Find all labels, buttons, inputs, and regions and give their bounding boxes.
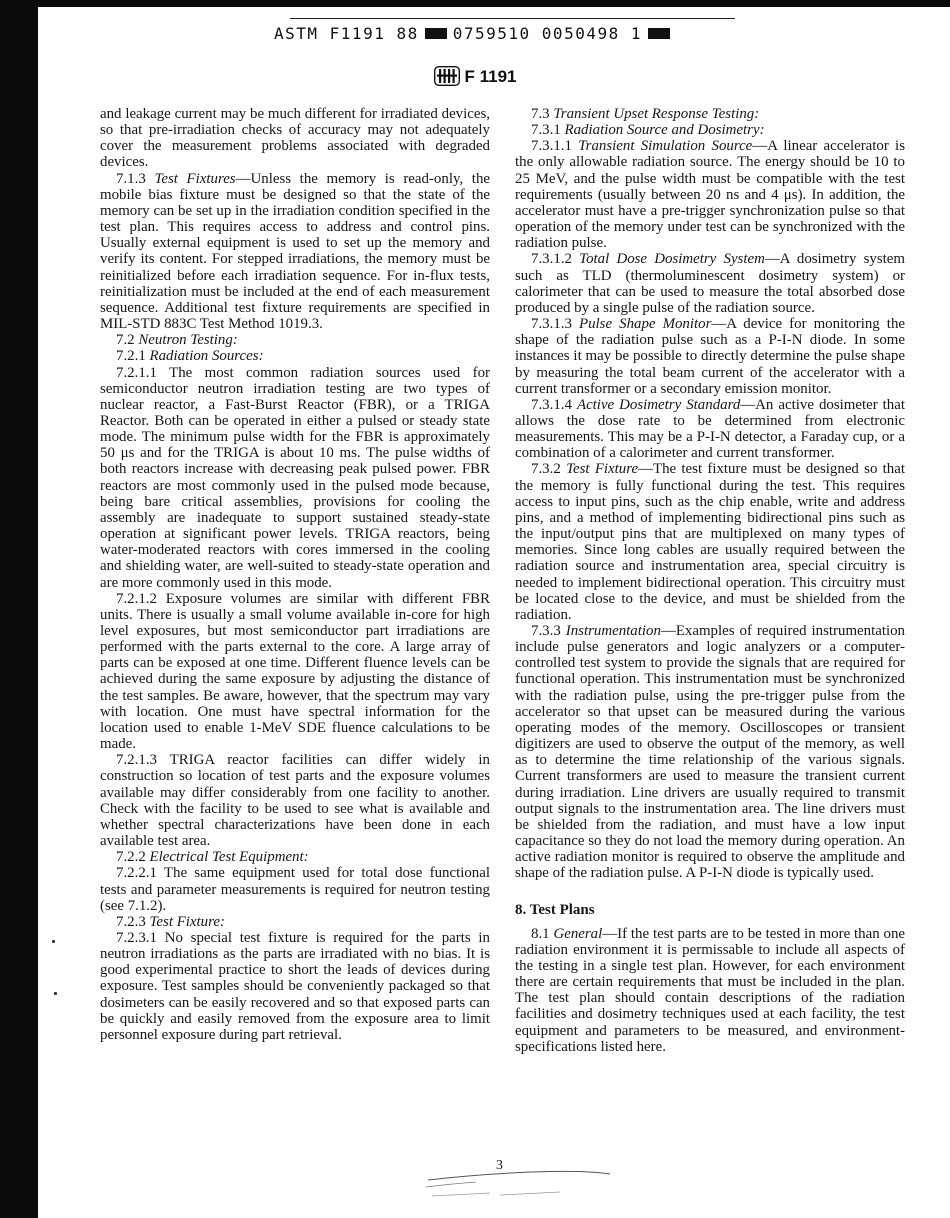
scan-border-top [0,0,950,7]
paragraph-text: —If the test parts are to be tested in more than one radiation environment it is permissable to include all aspects of the testing in a single test plan. However, for each environment there are certain requirements that must be included in the plan. The test plan should contain descriptions of the radiation facilities and dosimetry techniques used at each facility, the test equipment and parameters to be measured, and environment-specifications listed here. [515,925,906,1055]
paragraph-text: —A dosimetry system such as TLD (thermoluminescent dosimetry system) or calorimeter that can be used to measure the total absorbed dose produced by a single pulse of the radiation source. [515,251,905,316]
clause-number: 8.1 [531,925,554,942]
paragraph [515,461,905,623]
designation-header [0,66,950,87]
paragraph-text: and leakage current may be much different for irradiated devices, so that pre-irradiation checks of accuracy may not adequately cover the measurement problems associated with degraded devices. [100,106,490,171]
paragraph [515,251,905,316]
clause-title: Test Fixture [566,461,639,478]
scan-speck [52,940,55,943]
paragraph [100,106,490,171]
clause-number: 7.2.1.2 [116,590,166,607]
clause-number: 7.2.1.1 [116,364,170,381]
paragraph [100,914,490,930]
clause-number: 7.2.2.1 [116,865,164,882]
paragraph [515,926,905,1055]
left-column [100,106,490,1043]
clause-number: 7.3.1.1 [531,138,579,155]
header-rule [290,18,735,19]
paragraph-text: The most common radiation sources used for semiconductor neutron irradiation testing are two types of nuclear reactor, a Fast-Burst Reactor (FBR), or a TRIGA Reactor. Both can be operated in either a pulsed or steady state mode. The minimum pulse width for the FBR is approximately 50 μs and for the TRIGA is about 10 ms. The pulse widths of both reactors increase with decreasing peak pulsed power. FBR reactors are most commonly used in the pulsed mode because, being bare critical assemblies, provisions for cooling the assembly are inadequate to support sustained steady-state operation at significant power levels. TRIGA reactors, being water-moderated reactors with cores immersed in the cooling and shielding water, are well-suited to steady-state operation and are more commonly used in this mode. [100,364,491,591]
section-heading: 8. Test Plans [515,901,595,918]
scan-border-left [0,0,38,1218]
paragraph [100,930,490,1043]
page-number: 3 [496,1158,503,1173]
clause-number: 7.3.1.2 [531,251,580,268]
filled-block-icon [425,28,447,39]
paragraph [100,591,490,753]
clause-number: 7.2.2 [116,849,150,866]
clause-title: General [553,925,603,942]
paragraph-text: —Examples of required instrumentation include pulse generators and logic analyzers or a computer-controlled test system to provide the signals that are required for functional operation. This instrumentation must be synchronized with the radiation pulse, using the pre-trigger pulse from the accelerator so that upset can be measured during the various operating modes of the memory. Oscilloscopes or transient digitizers are used to observe the output of the memory, as well as to determine the time relationship of the various signals. Current transformers are used to measure the transient current during irradiation. Line drivers are usually required to transmit output signals to the instrumentation area. The line drivers must be shielded from the radiation, and must have a low input capacitance so they do not load the memory during operation. An active radiation monitor is required to observe the amplitude and shape of the radiation pulse. A P-I-N diode is typically used. [515,623,905,882]
header-code-line [0,24,950,43]
clause-title: Radiation Sources: [149,348,264,365]
paragraph [515,623,905,882]
handwritten-marks [420,1160,620,1200]
paragraph [100,171,490,333]
designation: F 1191 [464,67,517,86]
paragraph [100,332,490,348]
clause-number: 7.3.1 [531,122,565,139]
clause-title: Active Dosimetry Standard [576,396,741,413]
clause-number: 7.3.1.3 [531,316,579,333]
paragraph [515,397,905,462]
clause-title: Electrical Test Equipment: [149,849,309,866]
paragraph-text: Exposure volumes are similar with different FBR units. There is usually a small volume available in-core for high level exposures, but most semiconductor part irradiations are performed with the parts external to the core. A large array of parts can be exposed at one time. Different fluence levels can be achieved during the same exposure by adjusting the distance of the test samples. Be aware, however, that the spectrum may vary with location. One must have spectral information for the location used to enable 1-MeV SDE fluence calculations to be made. [100,590,491,753]
clause-number: 7.2.1.3 [116,752,170,769]
filled-block-icon [648,28,670,39]
paragraph-text: —Unless the memory is read-only, the mobile bias fixture must be designed so that the state of the memory can be set up in the irradiation condition specified in the test plan. This requires access to address and control pins. Usually external equipment is used to set up the memory and verify its content. For stepped irradiations, the memory must be reinitialized before each irradiation sequence. For in-flux tests, reinitialization must be included at the end of each measurement sequence. Additional test fixture requirements are specified in MIL-STD 883C Test Method 1019.3. [100,170,490,333]
clause-title: Instrumentation [565,623,661,639]
paragraph-text: The same equipment used for total dose functional tests and parameter measurements is required for neutron testing (see 7.1.2). [100,865,490,914]
paragraph [100,365,490,591]
clause-number: 7.2.3 [116,913,150,930]
paragraph [100,752,490,849]
clause-number: 7.3.1.4 [531,396,577,413]
clause-number: 7.3.3 [531,623,566,639]
paragraph [515,106,905,122]
paragraph [515,122,905,138]
paragraph-text: —The test fixture must be designed so that the memory is fully functional during the test. This requires access to input pins, such as the chip enable, write and address pins, and a method of implementing bidirectional pins such as the input/output pins that are multiplexed on many types of memories. Since long cables are usually required between the radiation source and instrumentation area, special circuitry is needed to implement bidirectional operation. This circuitry must be located close to the device, and must be shielded from the radiation. [515,461,906,623]
paragraph-text: —An active dosimeter that allows the dose rate to be determined from electronic measurements. This may be a P-I-N detector, a Faraday cup, or a combination of a calorimeter and current transformer. [515,396,906,462]
clause-number: 7.2.3.1 [116,929,165,946]
clause-title: Test Fixture: [149,913,225,930]
clause-title: Pulse Shape Monitor [579,316,712,333]
clause-title: Total Dose Dosimetry System [579,251,765,268]
astm-logo-icon [434,66,460,86]
clause-number: 7.2 [116,332,139,349]
clause-title: Transient Simulation Source [578,138,753,155]
right-column [515,106,905,1055]
clause-title: Radiation Source and Dosimetry: [564,122,765,139]
paragraph [515,316,905,397]
paragraph-text: —A linear accelerator is the only allowable radiation source. The energy should be 10 to 25 MeV, and the pulse width must be compatible with the test requirements (usually between 20 ns and 4 μs). In addition, the accelerator must have a pre-trigger synchronization pulse so that operation of the memory under test can be synchronized with the radiation pulse. [515,138,905,252]
clause-number: 7.3 [531,106,554,122]
scan-speck [54,992,57,995]
clause-number: 7.2.1 [116,348,150,365]
clause-title: Neutron Testing: [138,332,238,349]
paragraph [100,348,490,364]
paragraph [100,849,490,865]
clause-number: 7.3.2 [531,461,567,478]
header-code-a: ASTM F1191 88 [274,24,419,43]
paragraph-text: No special test fixture is required for the parts in neutron irradiations as the parts are irradiated with no bias. It is good experimental practice to short the leads of devices during exposure. Test samples should be conveniently packaged so that dosimeters can be easily recovered and so that exposed parts can be quickly and easily removed from the exposure area to limit personnel exposure during part retrieval. [100,929,490,1043]
clause-title: Test Fixtures [154,170,236,187]
header-code-b: 0759510 0050498 1 [452,24,642,43]
paragraph-text: —A device for monitoring the shape of the radiation pulse such as a P-I-N diode. In some instances it may be possible to directly determine the pulse shape by measuring the total beam current of the accelerator with a current transformer or a secondary emission monitor. [515,316,905,397]
paragraph [100,865,490,913]
clause-number: 7.1.3 [116,170,155,187]
clause-title: Transient Upset Response Testing: [553,106,760,122]
paragraph [515,138,905,251]
paragraph-text: TRIGA reactor facilities can differ widely in construction so location of test parts and the exposure volumes available may differ considerably from one facility to another. Check with the facility to be used to see what is available and whether spectral characterizations have been done in each available test area. [100,752,490,850]
